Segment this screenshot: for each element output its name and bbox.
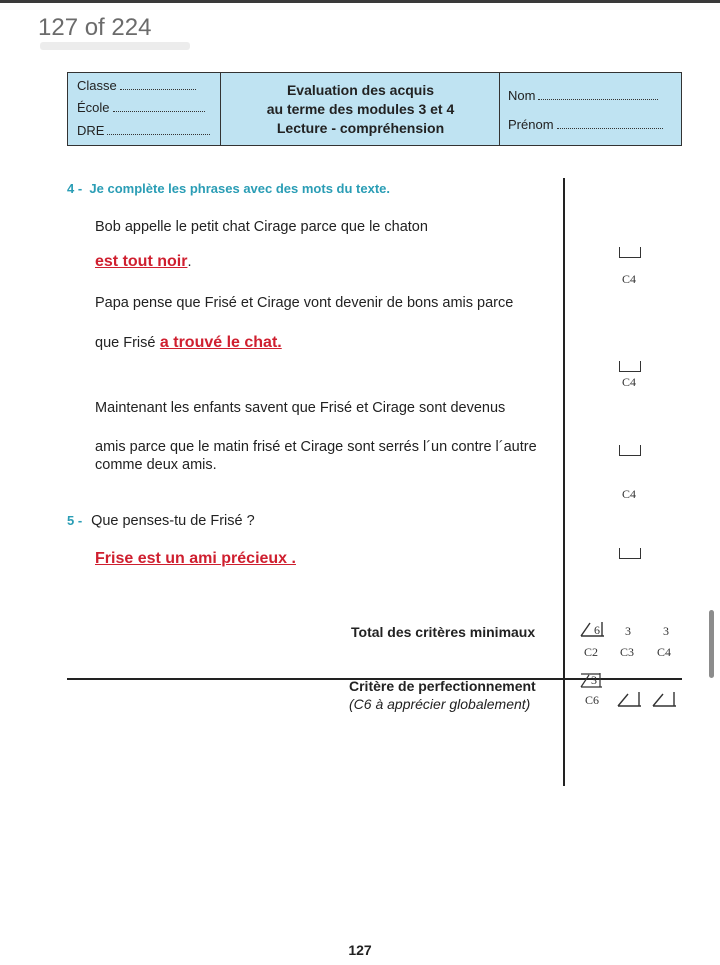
page-number: 127 <box>348 942 372 958</box>
checked-box <box>617 691 643 712</box>
checkmark-icon <box>580 621 604 637</box>
title-line-3: Lecture - compréhension <box>276 120 445 136</box>
score-box <box>619 361 641 372</box>
vertical-divider <box>563 178 565 786</box>
checkmark-icon <box>617 691 643 707</box>
title-line-1: Evaluation des acquis <box>286 82 435 98</box>
checked-box <box>580 621 604 637</box>
question-4-heading: 4 - Je complète les phrases avec des mots du texte. <box>67 181 390 196</box>
header-right-cell <box>500 73 681 145</box>
c2-label: C2 <box>584 645 599 659</box>
sentence-3: Maintenant les enfants savent que Frisé et Cirage sont devenus <box>95 400 506 416</box>
score-box <box>619 247 641 258</box>
c3-score: 3 <box>625 624 631 638</box>
header-left-cell <box>68 73 221 145</box>
question-5-heading: 5 - Que penses-tu de Frisé ? <box>67 513 255 529</box>
nom-field: Nom <box>508 88 658 103</box>
checkmark-icon <box>652 691 678 707</box>
answer-3-line-1: amis parce que le matin frisé et Cirage sont serrés l´un contre l´autre <box>95 439 537 455</box>
answer-2: a trouvé le chat. <box>159 334 282 351</box>
checked-box <box>652 691 678 712</box>
header-table <box>67 72 682 146</box>
criterion-label: C4 <box>622 272 637 286</box>
total-label: Total des critères minimaux <box>351 624 536 640</box>
prenom-field: Prénom <box>508 117 663 132</box>
header-title-cell <box>221 73 500 145</box>
top-border <box>0 0 720 3</box>
answer-1: est tout noir <box>95 253 188 270</box>
c6-label: C6 <box>585 693 600 707</box>
c4-label: C4 <box>657 645 672 659</box>
scrollbar-thumb[interactable] <box>709 610 714 678</box>
score-box <box>619 445 641 456</box>
perfection-note: (C6 à apprécier globalement) <box>349 696 531 712</box>
c3-label: C3 <box>620 645 635 659</box>
classe-field: Classe <box>77 78 196 93</box>
answer-5: Frise est un ami précieux . <box>95 550 296 567</box>
criterion-label: C4 <box>622 487 637 501</box>
answer-3-line-2: comme deux amis. <box>95 457 217 473</box>
criterion-label: C4 <box>622 375 637 389</box>
faded-text <box>40 42 190 50</box>
dre-field: DRE <box>77 123 210 138</box>
sentence-2b-line: que Frisé a trouvé le chat. <box>95 334 282 351</box>
answer-1-line: est tout noir. <box>95 253 192 270</box>
sentence-2: Papa pense que Frisé et Cirage vont devenir de bons amis parce <box>95 295 514 311</box>
score-box <box>619 548 641 559</box>
c6-score: 3 <box>591 673 597 687</box>
sentence-1: Bob appelle le petit chat Cirage parce que le chaton <box>95 219 428 235</box>
c4-score: 3 <box>663 624 669 638</box>
perfection-label: Critère de perfectionnement <box>349 678 536 694</box>
c2-score: 6 <box>594 623 600 637</box>
page-counter: 127 of 224 <box>38 14 152 41</box>
ecole-field: École <box>77 100 205 115</box>
title-line-2: au terme des modules 3 et 4 <box>266 101 455 117</box>
